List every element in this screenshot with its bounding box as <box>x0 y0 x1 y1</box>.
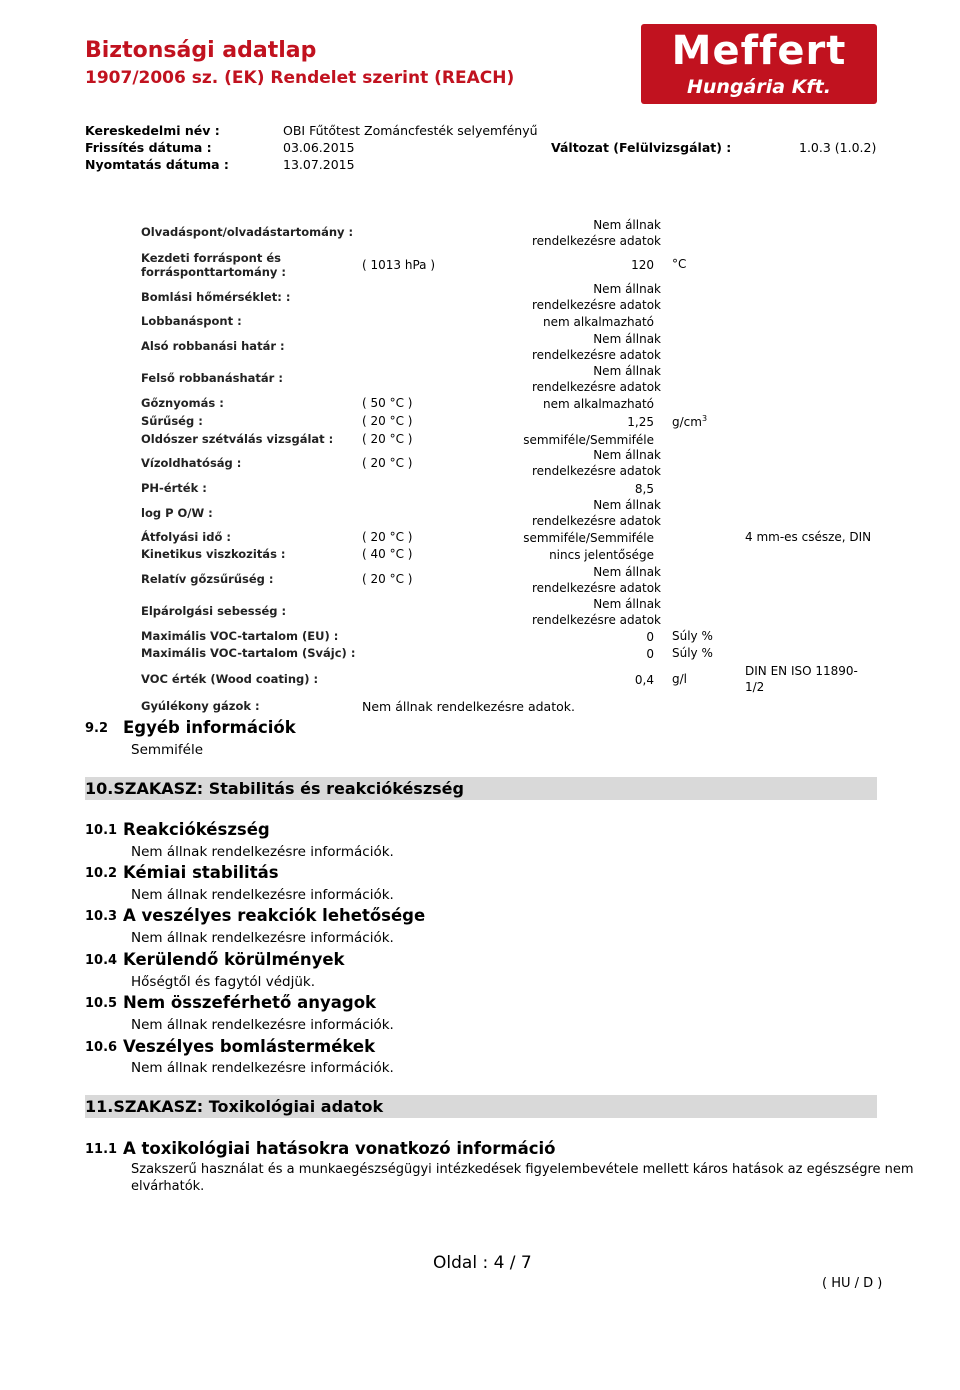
print-date-label: Nyomtatás dátuma : <box>85 157 229 172</box>
subsection-title: A toxikológiai hatásokra vonatkozó információ <box>123 1139 556 1158</box>
property-unit: g/l <box>672 672 687 686</box>
property-value: 120 <box>631 258 654 272</box>
subsection-number: 10.5 <box>85 996 118 1011</box>
property-value: 0 <box>646 630 654 644</box>
logo-line2: Hungária Kft. <box>687 76 831 98</box>
document-title: Biztonsági adatlap <box>85 38 317 63</box>
property-label: Gőznyomás : <box>141 396 224 410</box>
property-label: Maximális VOC-tartalom (EU) : <box>141 629 339 643</box>
subsection-title: Veszélyes bomlástermékek <box>123 1037 376 1056</box>
property-value: Nem állnak rendelkezésre adatok <box>531 332 661 362</box>
subsection-text: Nem állnak rendelkezésre információk. <box>131 887 394 903</box>
property-condition: ( 20 °C ) <box>362 432 413 446</box>
property-label: Bomlási hőmérséklet: : <box>141 290 291 304</box>
property-value: Nem állnak rendelkezésre adatok <box>531 218 661 248</box>
property-label: Kezdeti forráspont és forrásponttartomány : <box>141 251 287 279</box>
property-label: Vízoldhatóság : <box>141 456 242 470</box>
subsection-text: Nem állnak rendelkezésre információk. <box>131 844 394 860</box>
property-condition: ( 20 °C ) <box>362 530 413 544</box>
property-value: semmiféle/Semmiféle <box>523 531 654 545</box>
property-value: nincs jelentősége <box>549 548 654 562</box>
property-note: 4 mm-es csésze, DIN <box>745 530 872 544</box>
version-label: Változat (Felülvizsgálat) : <box>551 140 732 155</box>
subsection-title: A veszélyes reakciók lehetősége <box>123 906 426 925</box>
subsection-number: 10.3 <box>85 909 118 924</box>
subsection-number: 10.2 <box>85 866 118 881</box>
section-number: 9.2 <box>85 721 109 736</box>
property-value: 1,25 <box>627 415 654 429</box>
subsection-number: 10.1 <box>85 823 118 838</box>
property-label: Átfolyási idő : <box>141 530 231 544</box>
property-condition: ( 20 °C ) <box>362 572 413 586</box>
section-title: Egyéb információk <box>123 718 296 737</box>
property-label: Oldószer szétválás vizsgálat : <box>141 432 334 446</box>
property-value: nem alkalmazható <box>543 315 654 329</box>
section-text: Semmiféle <box>131 742 204 758</box>
property-value: semmiféle/Semmiféle <box>523 433 654 447</box>
property-label: Alsó robbanási határ : <box>141 339 285 353</box>
property-note: DIN EN ISO 11890- 1/2 <box>745 664 858 694</box>
trade-name-label: Kereskedelmi név : <box>85 123 220 138</box>
subsection-text: Hőségtől és fagytól védjük. <box>131 974 316 990</box>
property-unit: Súly % <box>672 629 713 643</box>
property-label: Gyúlékony gázok : <box>141 699 260 713</box>
property-label: Maximális VOC-tartalom (Svájc) : <box>141 646 356 660</box>
subsection-number: 10.4 <box>85 953 118 968</box>
language-code: ( HU / D ) <box>822 1276 883 1291</box>
property-unit: $g/cm^3$ <box>672 414 708 429</box>
property-condition: ( 50 °C ) <box>362 396 413 410</box>
subsection-text-line2: elvárhatók. <box>131 1179 205 1194</box>
property-unit: °C <box>672 257 687 271</box>
property-value: Nem állnak rendelkezésre adatok <box>531 448 661 478</box>
document-subtitle: 1907/2006 sz. (EK) Rendelet szerint (REACH) <box>85 68 515 88</box>
property-condition: ( 20 °C ) <box>362 414 413 428</box>
property-label: Olvadáspont/olvadástartomány : <box>141 225 354 239</box>
property-label: Elpárolgási sebesség : <box>141 604 287 618</box>
property-condition: ( 40 °C ) <box>362 547 413 561</box>
property-label: Felső robbanáshatár : <box>141 371 283 385</box>
property-label: Kinetikus viszkozitás : <box>141 547 286 561</box>
subsection-title: Nem összeférhető anyagok <box>123 993 377 1012</box>
section-11-header: 11.SZAKASZ: Toxikológiai adatok <box>85 1095 877 1118</box>
subsection-text-line1: Szakszerű használat és a munkaegészségügyi intézkedések figyelembevétele mellett káros hatások az egészségre nem <box>131 1162 914 1177</box>
property-value: Nem állnak rendelkezésre adatok <box>531 364 661 394</box>
property-label: PH-érték : <box>141 481 207 495</box>
print-date-value: 13.07.2015 <box>283 157 355 172</box>
property-condition: ( 1013 hPa ) <box>362 258 436 272</box>
subsection-text: Nem állnak rendelkezésre információk. <box>131 1060 394 1076</box>
property-value: Nem állnak rendelkezésre adatok <box>531 498 661 528</box>
property-value: Nem állnak rendelkezésre adatok <box>531 565 661 595</box>
version-value: 1.0.3 (1.0.2) <box>799 140 877 155</box>
property-label: Sűrűség : <box>141 414 203 428</box>
subsection-title: Kerülendő körülmények <box>123 950 345 969</box>
subsection-text: Nem állnak rendelkezésre információk. <box>131 1017 394 1033</box>
property-value: 8,5 <box>634 482 654 496</box>
property-value: 0 <box>646 647 654 661</box>
subsection-number: 10.6 <box>85 1040 118 1055</box>
property-condition: ( 20 °C ) <box>362 456 413 470</box>
revision-date-label: Frissítés dátuma : <box>85 140 212 155</box>
company-logo <box>641 24 877 104</box>
subsection-number: 11.1 <box>85 1142 118 1157</box>
property-label: Lobbanáspont : <box>141 314 242 328</box>
property-value: Nem állnak rendelkezésre adatok <box>531 597 661 627</box>
revision-date-value: 03.06.2015 <box>283 140 355 155</box>
property-label: log P O/W : <box>141 506 213 520</box>
logo-line1: Meffert <box>671 28 847 74</box>
subsection-title: Kémiai stabilitás <box>123 863 279 882</box>
property-label: Relatív gőzsűrűség : <box>141 572 274 586</box>
property-value: Nem állnak rendelkezésre adatok <box>531 282 661 312</box>
page-number: Oldal : 4 / 7 <box>433 1253 532 1273</box>
property-value: 0,4 <box>634 673 654 687</box>
property-value: nem alkalmazható <box>543 397 654 411</box>
property-label: VOC érték (Wood coating) : <box>141 672 319 686</box>
property-value: Nem állnak rendelkezésre adatok. <box>362 699 575 714</box>
trade-name-value: OBI Fűtőtest Zománcfesték selyemfényű <box>283 123 538 138</box>
subsection-text: Nem állnak rendelkezésre információk. <box>131 930 394 946</box>
subsection-title: Reakciókészség <box>123 820 270 839</box>
property-unit: Súly % <box>672 646 713 660</box>
section-10-header: 10.SZAKASZ: Stabilitás és reakciókészség <box>85 777 877 800</box>
